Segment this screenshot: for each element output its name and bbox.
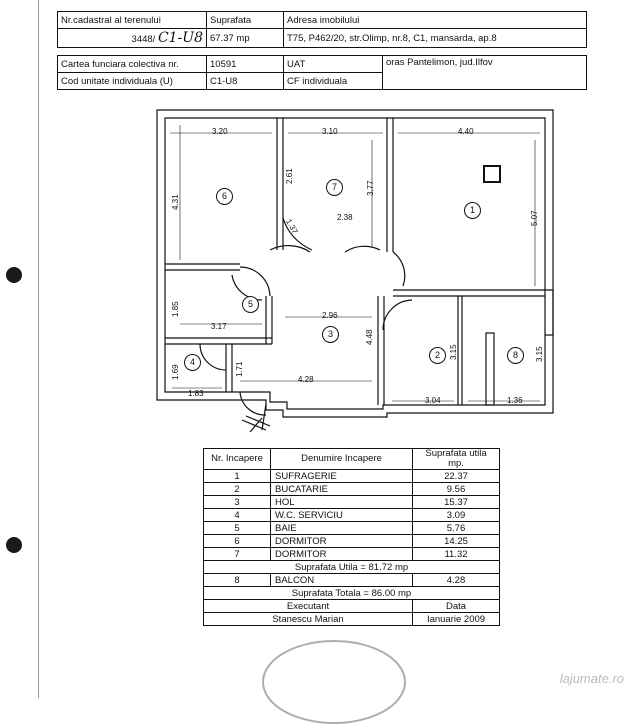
balcony-edge xyxy=(545,290,553,335)
room-area: 15.37 xyxy=(413,496,500,509)
room-number-7: 7 xyxy=(326,179,343,196)
room-name: BAIE xyxy=(271,522,413,535)
room-name: W.C. SERVICIU xyxy=(271,509,413,522)
room-name: SUFRAGERIE xyxy=(271,470,413,483)
balcony-area: 4.28 xyxy=(413,574,500,587)
room-name: DORMITOR xyxy=(271,535,413,548)
dim-label: 2.96 xyxy=(322,311,338,320)
room-nr: 4 xyxy=(204,509,271,522)
dim-label: 4.40 xyxy=(458,127,474,136)
room-nr: 6 xyxy=(204,535,271,548)
table-row xyxy=(204,509,500,522)
room-nr: 2 xyxy=(204,483,271,496)
room-nr: 1 xyxy=(204,470,271,483)
room-area: 11.32 xyxy=(413,548,500,561)
dim-label: 2.38 xyxy=(337,213,353,222)
dim-label: 2.61 xyxy=(285,168,294,184)
dim-label: 1.36 xyxy=(507,396,523,405)
room-number-3: 3 xyxy=(322,326,339,343)
dim-label: 4.28 xyxy=(298,375,314,384)
cadastral-value: 3448/ xyxy=(131,34,156,45)
dim-label: 3.10 xyxy=(322,127,338,136)
dim-line xyxy=(172,317,540,401)
room-area: 5.76 xyxy=(413,522,500,535)
useful-total: Suprafata Utila = 81.72 mp xyxy=(204,561,500,574)
wall-6-7 xyxy=(277,118,283,250)
col-header-name: Denumire Incapere xyxy=(271,449,413,470)
rooms-table xyxy=(203,448,500,626)
dim-label: 1.37 xyxy=(283,217,300,236)
dim-label: 3.15 xyxy=(535,346,544,362)
door-arc xyxy=(393,252,405,286)
dim-label: 3.77 xyxy=(366,180,375,196)
wall-2-8 xyxy=(458,296,462,405)
unit-code-label: Cod unitate individuala (U) xyxy=(58,73,207,90)
balcony-column xyxy=(486,333,494,405)
table-row xyxy=(204,470,500,483)
cadastral-label: Nr.cadastral al terenului xyxy=(58,12,207,29)
wall-5-right xyxy=(266,296,272,344)
dim-label: 3.04 xyxy=(425,396,441,405)
wall-2-left xyxy=(378,296,384,405)
col-header-area: Suprafata utila mp. xyxy=(413,449,500,470)
room-area: 14.25 xyxy=(413,535,500,548)
dim-label: 1.85 xyxy=(171,301,180,317)
watermark: lajumate.ro xyxy=(559,671,624,686)
address-label: Adresa imobilului xyxy=(284,12,587,29)
dim-label: 3.17 xyxy=(211,322,227,331)
wall-6-bottom xyxy=(165,264,240,270)
room-number-2: 2 xyxy=(429,347,446,364)
door-arc xyxy=(240,267,270,296)
room-area: 22.37 xyxy=(413,470,500,483)
date-value: Ianuarie 2009 xyxy=(413,613,500,626)
dim-label: 1.69 xyxy=(171,364,180,380)
cf-collective-value: 10591 xyxy=(207,56,284,73)
room-number-6: 6 xyxy=(216,188,233,205)
dim-label: 3.15 xyxy=(449,344,458,360)
date-label: Data xyxy=(413,600,500,613)
dim-line xyxy=(180,125,535,286)
wall-5-4 xyxy=(165,338,272,344)
entry-hatch xyxy=(242,416,270,432)
dim-label: 4.48 xyxy=(365,329,374,345)
room-nr: 5 xyxy=(204,522,271,535)
grand-total: Suprafata Totala = 86.00 mp xyxy=(204,587,500,600)
table-row xyxy=(204,522,500,535)
wall-7-1 xyxy=(387,118,393,252)
room-area: 3.09 xyxy=(413,509,500,522)
area-label: Suprafata xyxy=(207,12,284,29)
cadastral-handwritten: C1-U8 xyxy=(157,30,203,46)
room-nr: 7 xyxy=(204,548,271,561)
dim-label: 4.31 xyxy=(171,194,180,210)
door-arc xyxy=(200,344,226,370)
executant-label: Executant xyxy=(204,600,413,613)
cf-collective-label: Cartea funciara colectiva nr. xyxy=(58,56,207,73)
balcony-name: BALCON xyxy=(271,574,413,587)
dim-label: 1.71 xyxy=(235,361,244,377)
room-name: BUCATARIE xyxy=(271,483,413,496)
dim-label: 3.20 xyxy=(212,127,228,136)
stamp xyxy=(262,640,406,724)
room1-square xyxy=(484,166,500,182)
balcony-nr: 8 xyxy=(204,574,271,587)
room-name: DORMITOR xyxy=(271,548,413,561)
uat-value: oras Pantelimon, jud.Ilfov xyxy=(383,56,587,90)
dim-label: 1.83 xyxy=(188,389,204,398)
col-header-nr: Nr. Incapere xyxy=(204,449,271,470)
wall-1-bottom xyxy=(393,290,545,296)
door-arc xyxy=(383,300,412,330)
room-number-8: 8 xyxy=(507,347,524,364)
room-number-4: 4 xyxy=(184,354,201,371)
room-number-5: 5 xyxy=(242,296,259,313)
door-arc xyxy=(345,246,380,252)
unit-code-value: C1-U8 xyxy=(207,73,284,90)
table-row xyxy=(204,496,500,509)
executant-name: Stanescu Marian xyxy=(204,613,413,626)
table-row xyxy=(204,548,500,561)
room-number-1: 1 xyxy=(464,202,481,219)
wall-4-right xyxy=(226,344,232,392)
address-value: T75, P462/20, str.Olimp, nr.8, C1, mansarda, ap.8 xyxy=(284,29,587,48)
dim-label: 5.07 xyxy=(530,210,539,226)
uat-label: UAT xyxy=(284,56,383,73)
area-value: 67.37 mp xyxy=(207,29,284,48)
cf-individual-label: CF individuala xyxy=(284,73,383,90)
room-name: HOL xyxy=(271,496,413,509)
table-row xyxy=(204,535,500,548)
room-area: 9.56 xyxy=(413,483,500,496)
table-row xyxy=(204,483,500,496)
room-nr: 3 xyxy=(204,496,271,509)
door-arc xyxy=(270,246,310,252)
